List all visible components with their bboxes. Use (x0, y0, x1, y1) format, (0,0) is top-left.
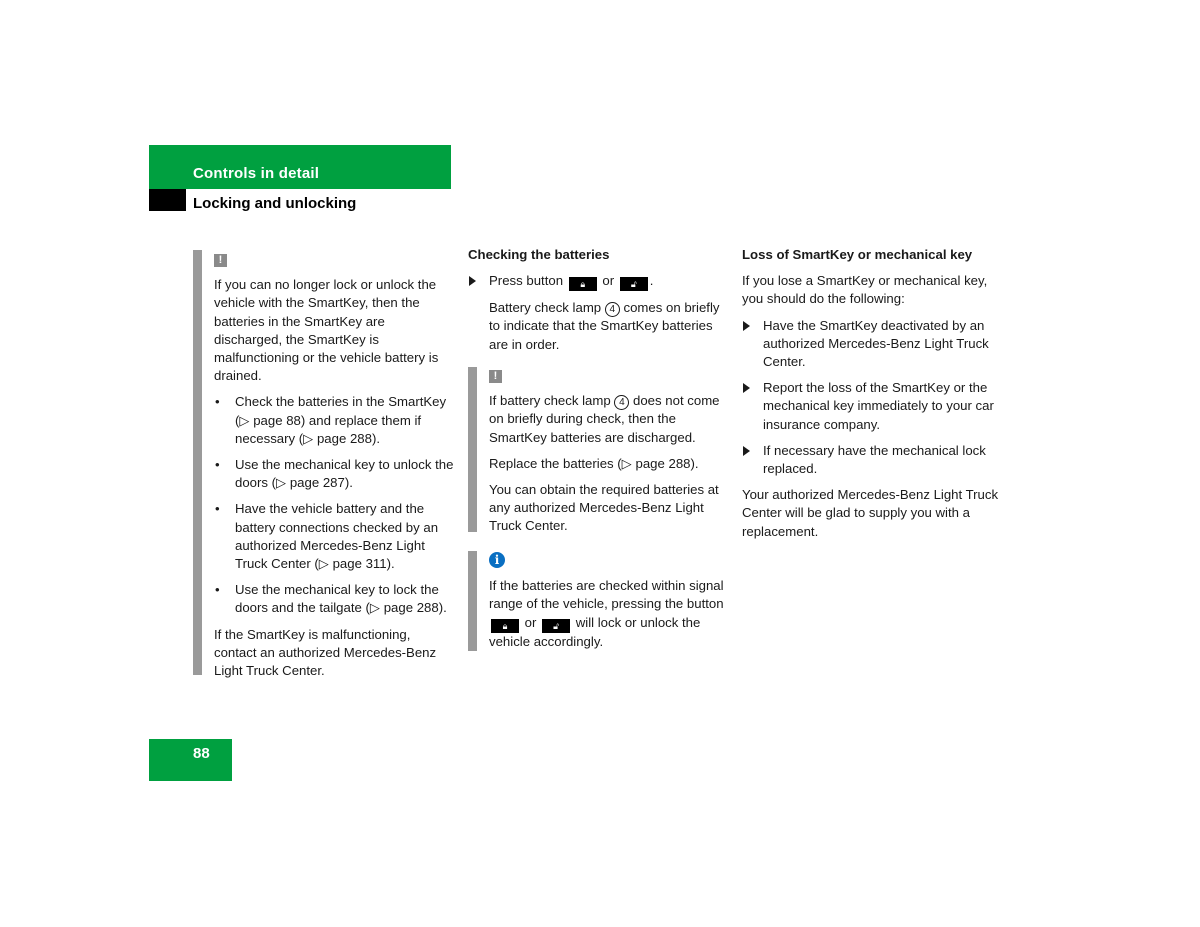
lock-button-icon: 🔒︎ (491, 619, 519, 633)
step-item: Have the SmartKey deactivated by an authorized Mercedes-Benz Light Truck Center. (742, 317, 1004, 372)
column-right (742, 246, 1004, 549)
column-middle (468, 246, 730, 362)
warning-obtain-text: You can obtain the required batteries at any authorized Mercedes-Benz Light Truck Center. (489, 482, 719, 534)
subsection-marker (149, 189, 186, 211)
warning-replace-text: Replace the batteries (▷ page 288). (489, 455, 699, 471)
unlock-button-icon: 🔓︎ (620, 277, 648, 291)
info-box (489, 551, 730, 659)
checking-batteries-heading: Checking the batteries (468, 247, 610, 262)
arrow-icon (743, 446, 750, 456)
step-item: If necessary have the mechanical lock replaced. (742, 442, 1004, 478)
lamp-number-icon: 4 (614, 395, 629, 410)
info-side-bar (468, 551, 477, 651)
warning-side-bar (468, 367, 477, 532)
step-result: Battery check lamp 4 comes on briefly to indicate that the SmartKey batteries are in order. (489, 300, 720, 352)
column-left (214, 250, 454, 688)
warning-icon: ! (214, 254, 227, 267)
info-text: If the batteries are checked within signal range of the vehicle, pressing the button 🔒︎ or 🔓︎ will lock or unlock the vehicle accordingly. (489, 578, 724, 649)
warning-text: If battery check lamp 4 does not come on briefly during check, then the SmartKey batteries are discharged. (489, 393, 720, 445)
info-icon: i (489, 552, 505, 568)
section-title: Controls in detail (193, 165, 320, 182)
lock-button-icon: 🔒︎ (569, 277, 597, 291)
loss-heading: Loss of SmartKey or mechanical key (742, 247, 973, 262)
subsection-title: Locking and unlocking (193, 195, 357, 212)
arrow-icon (743, 383, 750, 393)
page-number: 88 (193, 745, 210, 762)
warning-icon: ! (489, 370, 502, 383)
page-number-tab (149, 739, 232, 781)
bullet-list (214, 393, 454, 617)
step-item: Report the loss of the SmartKey or the mechanical key immediately to your car insurance company. (742, 379, 1004, 434)
list-item: • Check the batteries in the SmartKey (▷ page 88) and replace them if necessary (▷ page 288). (214, 393, 454, 448)
closing-text: If the SmartKey is malfunctioning, contact an authorized Mercedes-Benz Light Truck Center. (214, 626, 437, 679)
arrow-icon (743, 321, 750, 331)
arrow-icon (469, 276, 476, 286)
list-item: • Use the mechanical key to unlock the doors (▷ page 287). (214, 456, 454, 492)
unlock-button-icon: 🔓︎ (542, 619, 570, 633)
loss-intro: If you lose a SmartKey or mechanical key, you should do the following: (742, 273, 988, 307)
loss-closing: Your authorized Mercedes-Benz Light Truck Center will be glad to supply you with a replacement. (742, 487, 999, 539)
list-item: • Use the mechanical key to lock the doors and the tailgate (▷ page 288). (214, 581, 454, 617)
warning-text: If you can no longer lock or unlock the vehicle with the SmartKey, then the batteries in the SmartKey are discharged, the SmartKey is malfunctioning or the vehicle battery is drained. (214, 277, 439, 384)
warning-side-bar (193, 250, 202, 675)
list-item: • Have the vehicle battery and the battery connections checked by an authorized Mercedes-Benz Light Truck Center (▷ page 311). (214, 500, 454, 573)
lamp-number-icon: 4 (605, 302, 620, 317)
battery-warning-box (489, 366, 730, 544)
step-item: Press button 🔒︎ or 🔓︎ . (468, 272, 730, 291)
